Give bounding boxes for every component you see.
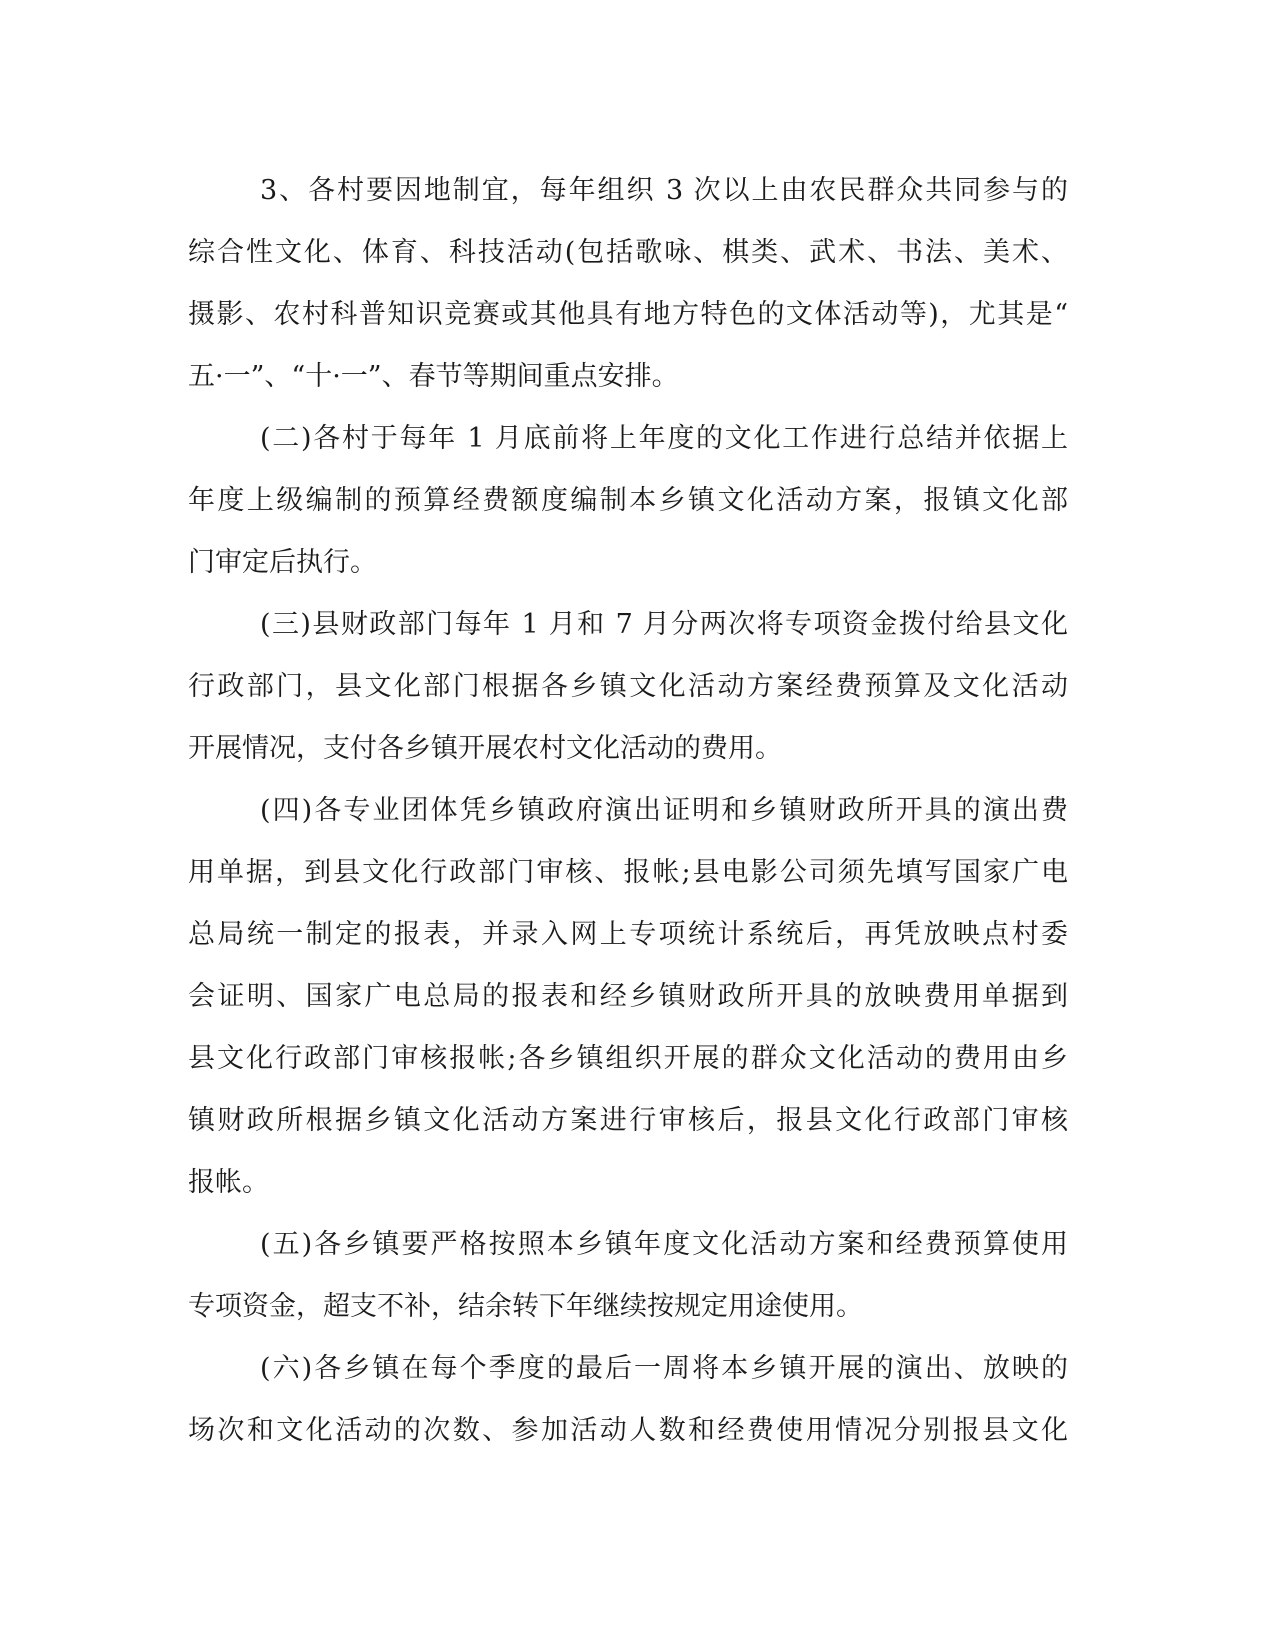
- paragraph-line: 摄影、农村科普知识竞赛或其他具有地方特色的文体活动等)，尤其是“: [188, 299, 1068, 330]
- paragraph-line: 年度上级编制的预算经费额度编制本乡镇文化活动方案，报镇文化部: [188, 485, 1068, 516]
- paragraph-line: (六)各乡镇在每个季度的最后一周将本乡镇开展的演出、放映的: [260, 1353, 1068, 1384]
- paragraph-line: (三)县财政部门每年 1 月和 7 月分两次将专项资金拨付给县文化: [260, 609, 1068, 640]
- paragraph-line: 行政部门，县文化部门根据各乡镇文化活动方案经费预算及文化活动: [188, 671, 1068, 702]
- paragraph-line: 五·一”、“十·一”、春节等期间重点安排。: [188, 361, 679, 392]
- paragraph-line: (四)各专业团体凭乡镇政府演出证明和乡镇财政所开具的演出费: [260, 795, 1068, 826]
- paragraph-line: 用单据，到县文化行政部门审核、报帐;县电影公司须先填写国家广电: [188, 857, 1068, 888]
- paragraph-line: 3、各村要因地制宜，每年组织 3 次以上由农民群众共同参与的: [260, 175, 1068, 206]
- paragraph-line: 总局统一制定的报表，并录入网上专项统计系统后，再凭放映点村委: [188, 919, 1068, 950]
- paragraph-line: (二)各村于每年 1 月底前将上年度的文化工作进行总结并依据上: [260, 423, 1068, 454]
- paragraph-line: (五)各乡镇要严格按照本乡镇年度文化活动方案和经费预算使用: [260, 1229, 1068, 1260]
- paragraph-line: 镇财政所根据乡镇文化活动方案进行审核后，报县文化行政部门审核: [188, 1105, 1068, 1136]
- paragraph-line: 会证明、国家广电总局的报表和经乡镇财政所开具的放映费用单据到: [188, 981, 1068, 1012]
- paragraph-line: 场次和文化活动的次数、参加活动人数和经费使用情况分别报县文化: [188, 1415, 1068, 1446]
- paragraph-line: 门审定后执行。: [188, 547, 377, 578]
- paragraph-line: 专项资金，超支不补，结余转下年继续按规定用途使用。: [188, 1291, 863, 1322]
- paragraph-line: 综合性文化、体育、科技活动(包括歌咏、棋类、武术、书法、美术、: [188, 237, 1068, 268]
- paragraph-line: 报帐。: [188, 1167, 269, 1198]
- paragraph-line: 开展情况，支付各乡镇开展农村文化活动的费用。: [188, 733, 782, 764]
- document-body: [188, 160, 1068, 1462]
- paragraph-line: 县文化行政部门审核报帐;各乡镇组织开展的群众文化活动的费用由乡: [188, 1043, 1068, 1074]
